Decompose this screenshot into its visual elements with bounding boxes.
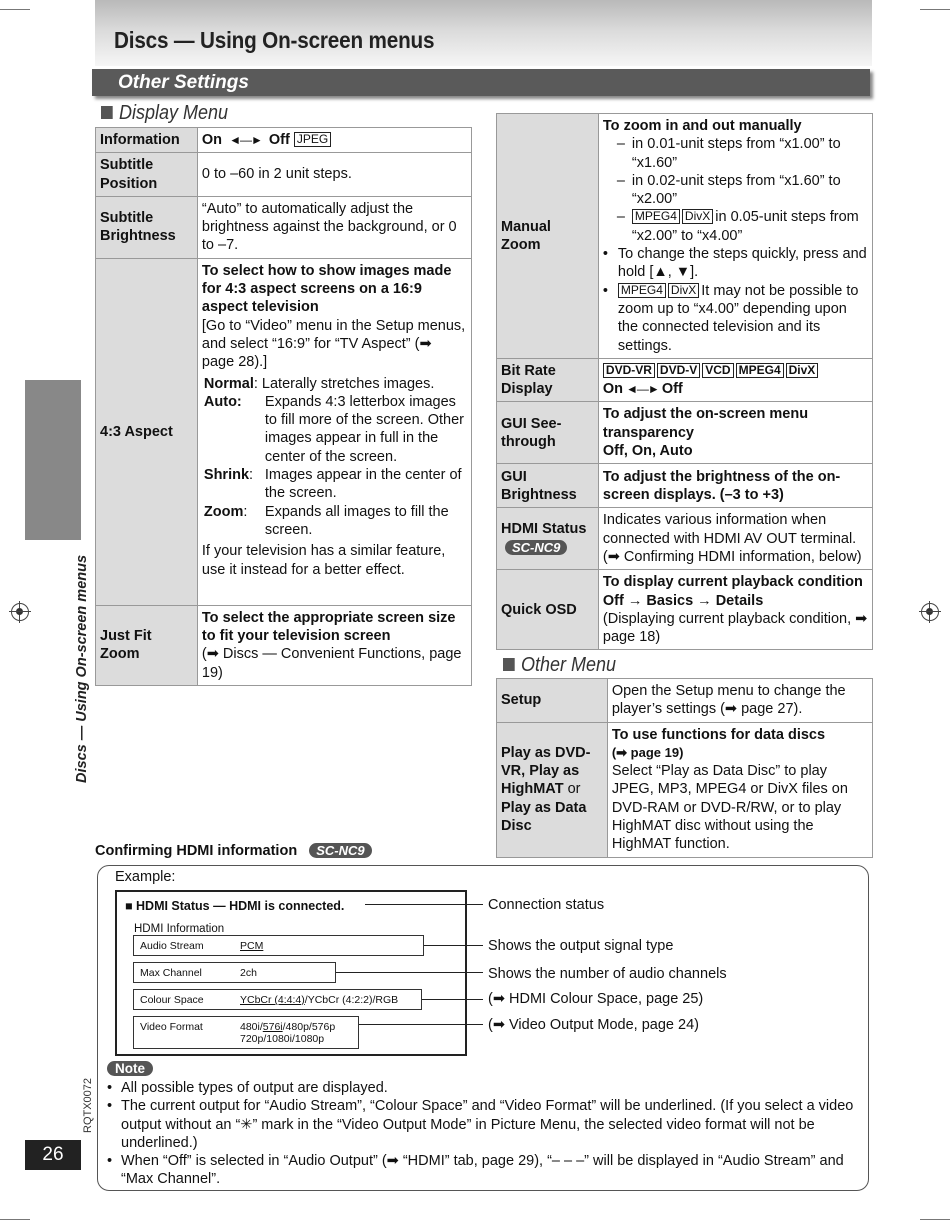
leader-line (359, 1024, 483, 1025)
list-item: • When “Off” is selected in “Audio Output” (➡ “HDMI” tab, page 29), “– – –” will be displayed in “Audio Stream” and “Max Channel”. (107, 1153, 844, 1188)
aspect-normal-label: Normal (203, 375, 254, 392)
confirm-hdmi-heading-text: Confirming HDMI information (95, 843, 298, 859)
subtitle-brightness-key: Subtitle Brightness (96, 196, 198, 258)
just-fit-zoom-key: Just Fit Zoom (96, 605, 198, 685)
play-as-value (607, 722, 872, 857)
table-row (96, 196, 472, 258)
vcd-tag: VCD (702, 363, 733, 378)
list-item: – in 0.01-unit steps from “x1.00” to “x1.60” (616, 136, 841, 171)
display-menu-heading-text: Display Menu (119, 102, 229, 124)
toggle-arrow-icon: ◄—► (626, 382, 659, 397)
list-item: • All possible types of output are displayed. (107, 1080, 388, 1096)
note-text: The current output for “Audio Stream”, “Colour Space” and “Video Format” will be underlined. (If you select a video output without an “✳” mark in the “Video Output Mode” in Picture Menu, the selected video format will not be underlined.) (121, 1098, 854, 1151)
table-row (497, 570, 873, 650)
subtitle-position-value: 0 to –60 in 2 unit steps. (197, 153, 471, 197)
crop-mark (920, 1219, 950, 1220)
side-chapter-label: Discs — Using On-screen menus (74, 554, 90, 783)
aspect-zoom-text: Expands all images to fill the screen. (264, 503, 449, 538)
aspect-zoom-label: Zoom (203, 503, 244, 520)
just-fit-zoom-bold: To select the appropriate screen size to fit your television screen (201, 609, 456, 645)
model-badge: SC-NC9 (505, 540, 567, 555)
square-bullet-icon (101, 106, 113, 119)
aspect-normal-text: : Laterally stretches images. (253, 375, 435, 392)
on-label: On (201, 132, 223, 148)
table-row (96, 605, 472, 685)
table-row (497, 722, 873, 857)
divx-tag: DivX (786, 363, 819, 378)
table-row (497, 114, 873, 359)
note-text: When “Off” is selected in “Audio Output” (➡ “HDMI” tab, page 29), “– – –” will be displayed in “Audio Stream” and “Max Channel”. (121, 1153, 844, 1188)
table-row (96, 258, 472, 605)
display-menu-heading (101, 102, 228, 124)
video-format-current: 576i (262, 1021, 283, 1033)
video-format-part: /480p/576p (282, 1021, 336, 1033)
note-badge: Note (107, 1061, 153, 1076)
gui-see-through-key: GUI See-through (497, 402, 599, 464)
quick-osd-value (598, 570, 872, 650)
video-format-key: Video Format (140, 1021, 203, 1033)
leader-line (336, 972, 483, 973)
play-as-ref: (➡ page 19) (611, 744, 684, 760)
list-item: • MPEG4 DivX It may not be possible to zoom up to “x4.00” depending upon the connected television and its settings. (602, 282, 859, 354)
jpeg-tag: JPEG (294, 132, 331, 147)
play-as-key-or: or (563, 781, 581, 798)
mpeg4-tag: MPEG4 (618, 283, 666, 298)
model-badge: SC-NC9 (309, 843, 371, 858)
gui-see-through-value (598, 402, 872, 464)
aspect-auto (202, 393, 467, 466)
leader-line (422, 999, 483, 1000)
aspect-shrink-text: Images appear in the center of the screen. (264, 467, 462, 502)
confirm-hdmi-heading (95, 842, 372, 860)
hdmi-status-key (497, 508, 599, 570)
notes-list (107, 1079, 859, 1189)
subtitle-brightness-value: “Auto” to automatically adjust the brightness against the background, or 0 to –7. (197, 196, 471, 258)
document-code: RQTX0072 (82, 1077, 94, 1133)
quick-osd-bold: To display current playback condition (602, 574, 863, 591)
information-value (197, 128, 471, 153)
aspect-tail: If your television has a similar feature, use it instead for a better effect. (201, 543, 446, 578)
callout-output-signal: Shows the output signal type (488, 938, 674, 954)
quick-osd-key: Quick OSD (497, 570, 599, 650)
callout-audio-channels: Shows the number of audio channels (488, 966, 727, 982)
aspect-shrink: Shrink: Images appear in the center of the screen. (203, 467, 462, 502)
display-menu-table (95, 127, 472, 686)
crop-mark (920, 9, 950, 10)
table-row (497, 358, 873, 402)
callout-video-output: (➡ Video Output Mode, page 24) (488, 1017, 699, 1033)
crop-mark (0, 9, 30, 10)
manual-zoom-bold: To zoom in and out manually (602, 118, 802, 134)
table-row (497, 679, 873, 723)
audio-stream-field (133, 935, 424, 956)
colour-space-field (133, 989, 422, 1010)
manual-zoom-item2: in 0.02-unit steps from “x1.60” to “x2.00” (631, 172, 841, 208)
page-number: 26 (25, 1140, 81, 1170)
manual-zoom-item1: in 0.01-unit steps from “x1.00” to “x1.60” (631, 136, 841, 171)
video-format-field (133, 1016, 359, 1049)
registration-mark (921, 603, 939, 621)
off-label: Off (661, 381, 683, 398)
crop-mark (0, 1219, 30, 1220)
aspect-zoom: Zoom: Expands all images to fill the screen. (203, 503, 449, 538)
toggle-arrow-icon: ◄—► (229, 133, 262, 147)
list-item: – MPEG4 DivX in 0.05-unit steps from “x2.00” to “x4.00” (616, 209, 859, 244)
max-channel-field (133, 962, 336, 983)
aspect-auto-label: Auto: (203, 393, 242, 410)
divx-tag: DivX (682, 209, 713, 224)
colour-space-key: Colour Space (140, 994, 204, 1006)
play-as-text: Select “Play as Data Disc” to play JPEG, MP3, MPEG4 or DivX files on DVD-RAM or DVD-R/RW, or to play HighMAT disc without using the HighMAT function. (611, 763, 848, 853)
subtitle-position-key: Subtitle Position (96, 153, 198, 197)
just-fit-zoom-value (197, 605, 471, 685)
leader-line (365, 904, 483, 905)
off-label: Off (268, 132, 290, 148)
table-row (497, 508, 873, 570)
table-row (497, 464, 873, 508)
just-fit-zoom-ref: (➡ Discs — Convenient Functions, page 19) (201, 646, 462, 681)
square-bullet-icon (503, 658, 515, 671)
bit-rate-key: Bit Rate Display (497, 358, 599, 402)
manual-zoom-key: Manual Zoom (497, 114, 599, 359)
video-format-part: 720p/1080i/1080p (240, 1033, 325, 1045)
divx-tag: DivX (668, 283, 699, 298)
table-row (497, 402, 873, 464)
setup-value: Open the Setup menu to change the player’s settings (➡ page 27). (607, 679, 872, 723)
gui-see-through-bold: To adjust the on-screen menu transparency (602, 406, 809, 441)
list-item: • To change the steps quickly, press and hold [▲, ▼]. (602, 246, 867, 281)
mpeg4-tag: MPEG4 (632, 209, 680, 224)
section-bar (92, 69, 870, 96)
page-title: Discs — Using On-screen menus (114, 27, 435, 53)
aspect-key: 4:3 Aspect (96, 258, 198, 605)
setup-key: Setup (497, 679, 608, 723)
dvd-vr-tag: DVD-VR (603, 363, 655, 378)
mpeg4-tag: MPEG4 (736, 363, 784, 378)
play-as-bold: To use functions for data discs (611, 726, 826, 743)
hdmi-info-title: HDMI Information (134, 923, 225, 935)
callout-connection-status: Connection status (488, 897, 605, 913)
leader-line (424, 945, 483, 946)
colour-space-current: YCbCr (4:4:4) (240, 994, 305, 1006)
hdmi-status-value: Indicates various information when connected with HDMI AV OUT terminal. (➡ Confirming HDMI information, below) (598, 508, 872, 570)
colour-space-options: /YCbCr (4:2:2)/RGB (304, 994, 399, 1006)
information-key: Information (96, 128, 198, 153)
on-label: On (602, 381, 624, 398)
aspect-shrink-label: Shrink (203, 467, 250, 484)
quick-osd-ref: (Displaying current playback condition, ➡ page 18) (602, 610, 868, 646)
bit-rate-value (598, 358, 872, 402)
gui-brightness-key: GUI Brightness (497, 464, 599, 508)
hdmi-status-label: HDMI Status (501, 521, 587, 538)
audio-stream-value: PCM (240, 940, 264, 952)
video-format-part: 480i/ (240, 1021, 263, 1033)
note-text: All possible types of output are displayed. (121, 1080, 388, 1096)
table-row (96, 128, 472, 153)
aspect-setup-note: [Go to “Video” menu in the Setup menus, and select “16:9” for “TV Aspect” (➡ page 28).] (201, 317, 466, 371)
manual-zoom-bullet2: It may not be possible to zoom up to “x4.00” depending upon the connected television and its settings. (617, 282, 859, 354)
table-row (96, 153, 472, 197)
aspect-value (197, 258, 471, 605)
dvd-v-tag: DVD-V (657, 363, 700, 378)
aspect-normal (202, 375, 467, 393)
side-tab (25, 380, 81, 540)
example-label: Example: (115, 869, 176, 885)
play-as-key (497, 722, 608, 857)
manual-zoom-item3: in 0.05-unit steps from “x2.00” to “x4.00” (631, 209, 859, 244)
play-as-key-part2: Play as Data Disc (501, 799, 587, 835)
manual-zoom-bullet1: To change the steps quickly, press and hold [▲, ▼]. (617, 246, 867, 281)
callout-colour-space: (➡ HDMI Colour Space, page 25) (488, 991, 704, 1007)
registration-mark (11, 603, 29, 621)
display-menu-table-continued (496, 113, 873, 650)
list-item: – in 0.02-unit steps from “x1.60” to “x2.00” (616, 172, 841, 208)
aspect-lead: To select how to show images made for 4:3 aspect screens on a 16:9 aspect television (201, 262, 452, 316)
play-as-key-part1: Play as DVD-VR, Play as HighMAT (501, 744, 591, 798)
other-menu-heading (503, 654, 616, 676)
max-channel-key: Max Channel (140, 967, 202, 979)
manual-zoom-value (598, 114, 872, 359)
list-item: • The current output for “Audio Stream”, “Colour Space” and “Video Format” will be underlined. (If you select a video output without an “✳” mark in the “Video Output Mode” in Picture Menu, the selected video format will not be underlined.) (107, 1098, 854, 1151)
section-title: Other Settings (118, 72, 249, 93)
aspect-auto-text: Expands 4:3 letterbox images to fill more of the screen. Other images appear in full in the center of the screen. (264, 393, 464, 465)
quick-osd-path: Off → Basics → Details (602, 592, 764, 609)
gui-brightness-value: To adjust the brightness of the on-screen displays. (–3 to +3) (598, 464, 872, 508)
gui-see-through-options: Off, On, Auto (602, 443, 693, 460)
other-menu-heading-text: Other Menu (521, 654, 617, 676)
max-channel-value: 2ch (240, 967, 257, 979)
other-menu-table (496, 678, 873, 858)
audio-stream-key: Audio Stream (140, 940, 204, 952)
hdmi-status-title: ■ HDMI Status — HDMI is connected. (125, 899, 345, 913)
